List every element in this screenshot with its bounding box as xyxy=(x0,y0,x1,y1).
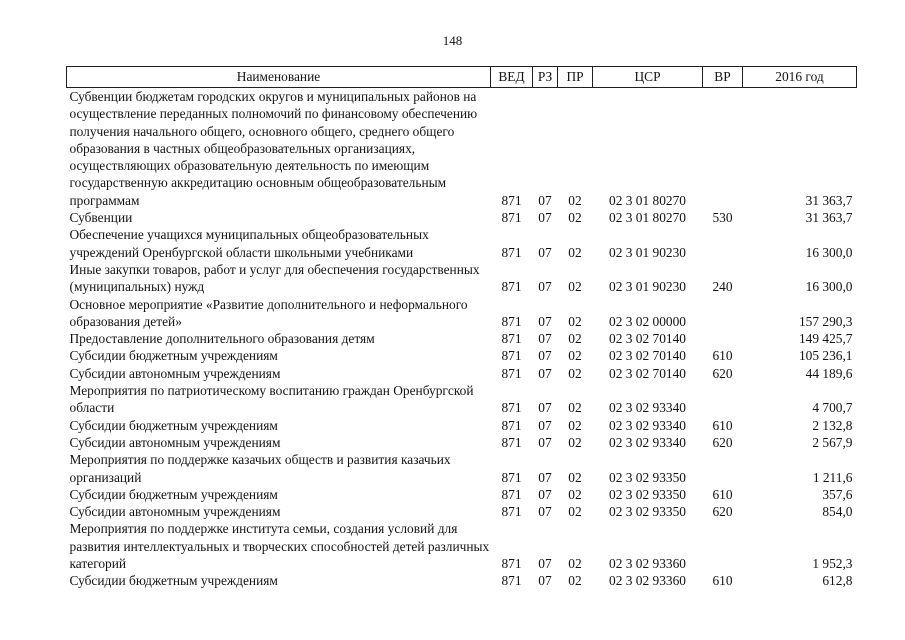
table-body xyxy=(67,88,857,590)
row-ved: 871 xyxy=(501,434,522,450)
row-rz: 07 xyxy=(538,556,552,572)
row-rz: 07 xyxy=(538,486,552,502)
row-rz: 07 xyxy=(538,504,552,520)
row-pr: 02 xyxy=(568,244,582,260)
table-row xyxy=(67,520,857,572)
row-amount: 31 363,7 xyxy=(805,210,853,226)
row-name: Субсидии бюджетным учреждениям xyxy=(69,573,278,589)
row-vr: 610 xyxy=(712,573,733,589)
row-name: Предоставление дополнительного образования детям xyxy=(69,331,375,347)
header-vr: ВР xyxy=(703,67,743,88)
row-amount: 16 300,0 xyxy=(805,279,853,295)
row-csr: 02 3 02 70140 xyxy=(609,348,686,364)
table-row xyxy=(67,330,857,347)
table-row xyxy=(67,88,857,210)
row-name: Мероприятия по поддержке института семьи, создания условий для развития интеллектуальных и творческих способностей детей различных категорий xyxy=(69,521,490,572)
row-vr: 610 xyxy=(712,348,733,364)
row-ved: 871 xyxy=(501,573,522,589)
row-pr: 02 xyxy=(568,504,582,520)
row-amount: 2 132,8 xyxy=(812,417,853,433)
row-csr: 02 3 02 93350 xyxy=(609,469,686,485)
row-rz: 07 xyxy=(538,400,552,416)
row-vr xyxy=(703,296,743,331)
row-ved: 871 xyxy=(501,244,522,260)
row-name: Обеспечение учащихся муниципальных общеобразовательных учреждений Оренбургской области школьными учебниками xyxy=(69,227,429,260)
row-vr: 240 xyxy=(712,279,733,295)
table-row xyxy=(67,209,857,226)
row-pr: 02 xyxy=(568,400,582,416)
table-row xyxy=(67,503,857,520)
row-ved: 871 xyxy=(501,504,522,520)
row-csr: 02 3 02 93360 xyxy=(609,573,686,589)
row-name: Субсидии бюджетным учреждениям xyxy=(69,417,278,433)
table-row xyxy=(67,347,857,364)
row-csr: 02 3 01 90230 xyxy=(609,279,686,295)
row-ved: 871 xyxy=(501,400,522,416)
row-amount: 2 567,9 xyxy=(812,434,853,450)
row-pr: 02 xyxy=(568,434,582,450)
row-pr: 02 xyxy=(568,365,582,381)
row-rz: 07 xyxy=(538,365,552,381)
row-vr: 620 xyxy=(712,504,733,520)
header-rz: РЗ xyxy=(533,67,558,88)
header-name: Наименование xyxy=(67,67,491,88)
row-amount: 105 236,1 xyxy=(798,348,853,364)
row-ved: 871 xyxy=(501,192,522,208)
row-ved: 871 xyxy=(501,486,522,502)
row-csr: 02 3 02 70140 xyxy=(609,331,686,347)
row-vr xyxy=(703,88,743,210)
row-ved: 871 xyxy=(501,210,522,226)
row-name: Субсидии автономным учреждениям xyxy=(69,504,281,520)
table-row xyxy=(67,296,857,331)
row-name: Субсидии автономным учреждениям xyxy=(69,434,281,450)
row-name: Субсидии бюджетным учреждениям xyxy=(69,486,278,502)
row-vr: 610 xyxy=(712,486,733,502)
row-pr: 02 xyxy=(568,210,582,226)
row-rz: 07 xyxy=(538,244,552,260)
row-vr xyxy=(703,451,743,486)
table-row xyxy=(67,486,857,503)
row-csr: 02 3 02 93340 xyxy=(609,434,686,450)
row-rz: 07 xyxy=(538,469,552,485)
row-amount: 612,8 xyxy=(822,573,853,589)
row-pr: 02 xyxy=(568,469,582,485)
row-csr: 02 3 01 80270 xyxy=(609,192,686,208)
row-ved: 871 xyxy=(501,313,522,329)
row-pr: 02 xyxy=(568,313,582,329)
row-vr xyxy=(703,520,743,572)
table-row xyxy=(67,451,857,486)
row-rz: 07 xyxy=(538,279,552,295)
header-pr: ПР xyxy=(558,67,593,88)
row-amount: 31 363,7 xyxy=(805,192,853,208)
row-rz: 07 xyxy=(538,210,552,226)
table-row xyxy=(67,365,857,382)
row-pr: 02 xyxy=(568,486,582,502)
row-pr: 02 xyxy=(568,279,582,295)
row-csr: 02 3 02 93360 xyxy=(609,556,686,572)
row-pr: 02 xyxy=(568,556,582,572)
table-row xyxy=(67,382,857,417)
row-rz: 07 xyxy=(538,434,552,450)
row-amount: 357,6 xyxy=(822,486,853,502)
row-csr: 02 3 02 00000 xyxy=(609,313,686,329)
header-csr: ЦСР xyxy=(593,67,703,88)
header-year: 2016 год xyxy=(743,67,857,88)
row-name: Субвенции xyxy=(69,210,133,226)
row-ved: 871 xyxy=(501,279,522,295)
row-amount: 1 952,3 xyxy=(812,556,853,572)
row-pr: 02 xyxy=(568,417,582,433)
row-amount: 16 300,0 xyxy=(805,244,853,260)
row-vr: 530 xyxy=(712,210,733,226)
row-ved: 871 xyxy=(501,365,522,381)
table-row xyxy=(67,434,857,451)
row-pr: 02 xyxy=(568,192,582,208)
row-name: Мероприятия по поддержке казачьих обществ и развития казачьих организаций xyxy=(69,452,451,485)
row-name: Субсидии автономным учреждениям xyxy=(69,365,281,381)
row-pr: 02 xyxy=(568,573,582,589)
row-name: Мероприятия по патриотическому воспитанию граждан Оренбургской области xyxy=(69,383,474,416)
row-amount: 149 425,7 xyxy=(798,331,853,347)
table-header-row xyxy=(67,67,857,88)
table-row xyxy=(67,417,857,434)
row-name: Основное мероприятие «Развитие дополнительного и неформального образования детей» xyxy=(69,296,468,329)
row-csr: 02 3 01 90230 xyxy=(609,244,686,260)
row-ved: 871 xyxy=(501,348,522,364)
row-rz: 07 xyxy=(538,192,552,208)
row-vr: 610 xyxy=(712,417,733,433)
row-csr: 02 3 02 93340 xyxy=(609,400,686,416)
header-ved: ВЕД xyxy=(491,67,533,88)
row-csr: 02 3 02 93350 xyxy=(609,504,686,520)
table-row xyxy=(67,226,857,261)
row-rz: 07 xyxy=(538,313,552,329)
table-row xyxy=(67,572,857,589)
row-amount: 854,0 xyxy=(822,504,853,520)
row-vr: 620 xyxy=(712,434,733,450)
row-vr xyxy=(703,226,743,261)
row-name: Субсидии бюджетным учреждениям xyxy=(69,348,278,364)
row-rz: 07 xyxy=(538,348,552,364)
row-name: Иные закупки товаров, работ и услуг для обеспечения государственных (муниципальных) нужд xyxy=(69,261,480,295)
row-rz: 07 xyxy=(538,417,552,433)
row-pr: 02 xyxy=(568,348,582,364)
budget-table xyxy=(66,66,857,590)
page-number: 148 xyxy=(442,33,463,48)
row-amount: 44 189,6 xyxy=(805,365,853,381)
table-row xyxy=(67,261,857,296)
row-vr xyxy=(703,330,743,347)
row-csr: 02 3 02 93340 xyxy=(609,417,686,433)
row-name: Субвенции бюджетам городских округов и муниципальных районов на осуществление переданных полномочий по финансовому обеспечению получения начального общего, основного общего, среднего общего образования в частных общеобразовательных организациях, осуществляющих образовательную деятельность по имеющим государственную аккредитацию основным общеобразовательным программам xyxy=(69,89,478,208)
row-amount: 1 211,6 xyxy=(812,469,853,485)
row-ved: 871 xyxy=(501,556,522,572)
row-csr: 02 3 01 80270 xyxy=(609,210,686,226)
row-csr: 02 3 02 70140 xyxy=(609,365,686,381)
row-ved: 871 xyxy=(501,469,522,485)
row-vr: 620 xyxy=(712,365,733,381)
row-amount: 4 700,7 xyxy=(812,400,853,416)
row-ved: 871 xyxy=(501,331,522,347)
row-csr: 02 3 02 93350 xyxy=(609,486,686,502)
row-vr xyxy=(703,382,743,417)
row-amount: 157 290,3 xyxy=(798,313,853,329)
row-ved: 871 xyxy=(501,417,522,433)
row-pr: 02 xyxy=(568,331,582,347)
row-rz: 07 xyxy=(538,331,552,347)
row-rz: 07 xyxy=(538,573,552,589)
